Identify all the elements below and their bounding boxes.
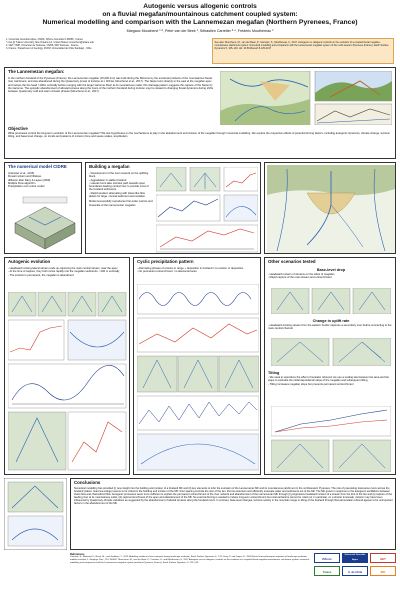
autogenic-bullet: - The incision is permanent, the megafan is abandoned <box>8 273 74 277</box>
other-scenarios-section <box>264 257 396 475</box>
isterre-logo: ISTerre <box>314 553 340 563</box>
ird-logo: IRD <box>370 566 396 576</box>
building-conclusion: Model successfully reproduces first-order metrics and timescale of the Lannemezan megafan <box>89 200 153 207</box>
baselevel-bullet: - Headward incision of streams on the sides of megafan <box>268 273 335 276</box>
affiliation-2: * now @ Tulane University New Orleans LA, United States mmouchen@tulane.edu <box>6 41 94 44</box>
cidre-model-figure <box>11 195 79 251</box>
tilting-block <box>268 370 394 386</box>
affiliation-4: 3. France / Department of Geology, FCFM, Universidad de Chile Santiago , Chile <box>6 47 92 50</box>
baselevel-title: Base-level drop <box>316 268 346 272</box>
lannemezan-section <box>4 67 396 159</box>
objective-text: What processes control the long-term evolution of the Lannemezan megafan? We test hypotheses on the mechanisms at play in the abandonment and incision of the megafan through numerical modelling. We explore the respective effects of potential forcing factors, including autogenic dynamics, climate change, tectonic tilting, and base level change, on trends and patterns of incision (time and space scales, amplitudes). <box>8 132 390 139</box>
authors: Margaux Mouchené ¹·², Peter van der Beek ¹, Sébastien Carretier ³·⁴, Frédéric Mouthereau ² <box>126 29 274 33</box>
conclusions-title: Conclusions <box>74 480 101 485</box>
building-bullet: - Development of the river network on the uplifting block <box>89 172 149 179</box>
uplift-figure <box>271 338 391 366</box>
building-bullets <box>89 172 153 207</box>
other-title: Other scenarios tested <box>268 259 316 264</box>
affiliation-3: 2. GET, OMP, Université de Toulouse, CNRS, IRD Toulouse , France <box>6 44 79 47</box>
baselevel-block <box>268 267 394 280</box>
building-section <box>85 162 261 254</box>
tilting-bullet: - We seek to reproduce the effect of isostatic rebound: we use a scaling law between fan area and fan slope to estimate the initial depositional slope of the megafan and subsequent tilting <box>268 376 390 383</box>
autogenic-bullet: - At the time of capture, they both incise rapidly into the megafan sediments, >100 m vertically <box>8 270 120 274</box>
baselevel-figure <box>271 288 391 314</box>
cidre-line: (Carretier et al., 2015) <box>8 172 35 175</box>
lannemezan-text: In the northern foreland of the Pyrenees (France), the Lannemezan megafan (15,000 km²) was built during the Miocene by the erosional products of the mountainous Neste river catchment, and was abandoned during the Quaternary (onset of incision at ≥ 300 ka, Mouchené et al., 2017). The Neste turns sharply to the east at the megafan apex and incises the fan head >100m vertically before merging with the larger Garonne River at its mountainous outlet; this drainage pattern suggests the capture of the Neste by the Garonne. The episodic abandonment of alluvial terraces along the rivers of the northern foreland during incision may be related to changing fluvial dynamics during shifts between Quaternary cold and warm climatic phases (Mouchené et al., 2017). <box>8 77 214 94</box>
poster-title-line2: on a fluvial megafan/mountainous catchment coupled system: <box>102 11 298 18</box>
objective-title: Objective <box>8 126 28 131</box>
cidre-text <box>8 172 82 188</box>
references-section <box>70 553 310 593</box>
affiliations <box>6 38 206 50</box>
references-title: References <box>70 553 85 556</box>
tilting-title: Tilting <box>268 371 280 375</box>
building-bullet: - Aggradation in stable foreland <box>89 178 127 182</box>
uplift-block <box>268 318 394 331</box>
building-bullet: - Lateral rivers take shortest path towards open boundaries leading central river to provide most of the foreland sediments <box>89 181 149 192</box>
megafan-map-box <box>264 162 396 254</box>
cidre-line: diffusion after Davy & Lague (2009) <box>8 178 51 182</box>
uplift-bullet: - Headward-incising stream from the eastern border captures a secondary river before connecting to the main central channel <box>268 324 392 331</box>
cyclic-figures <box>137 284 259 472</box>
conclusions-section <box>70 478 396 550</box>
cidre-line: Multiple Flow algorithm <box>8 181 36 185</box>
building-bullet: - Rapid avulsion alternating with sheet-like flow allows for large, conical sediment accumulation <box>89 191 146 199</box>
uga-logo: Université Grenoble Alpes <box>342 553 368 563</box>
autogenic-section <box>4 257 130 475</box>
autogenic-figures <box>8 292 128 472</box>
tilting-bullet: - Tilting increases megafan slope but prevents permanent entrenchment <box>268 382 354 386</box>
cidre-line: Fluvial incision and hillslope <box>8 175 42 179</box>
autogenic-bullets <box>8 267 128 277</box>
baselevel-bullet: - Rapid capture of the main stream and entrenchment <box>268 276 332 280</box>
tulane-logo: Tulane <box>314 566 340 576</box>
conclusion-sketch-figure <box>4 478 67 550</box>
cidre-section <box>4 162 82 254</box>
poster-title-line3: Numerical modelling and comparison with the Lannemezan megafan (Northern Pyrenees, France) <box>42 19 358 26</box>
cyclic-section <box>133 257 261 475</box>
building-figures <box>156 167 258 253</box>
building-title: Building a megafan <box>89 164 130 169</box>
tilting-figure <box>271 406 391 472</box>
cidre-title: The numerical model CIDRE <box>8 164 67 169</box>
cyclic-bullets <box>137 267 259 274</box>
affiliation-1: 1. Université Grenoble Alpes, CNRS, ISTerre Grenoble F-38058 , France <box>6 38 83 41</box>
autogenic-bullet: - Headward incising lateral stream ends up capturing the main central stream, near the apex <box>8 267 118 270</box>
get-logo: GET <box>370 553 396 563</box>
cyclic-bullet: - Alternating phases of erosion in range + deposition in foreland / no erosion or deposition <box>137 267 244 270</box>
cidre-line: Precipitation over entire model <box>8 185 45 189</box>
references-text: Carretier, S., Martinod, P., Reich, M., and Godderis, Y., 2015 Modelling sediment clasts transport during landscape evolution, Earth Surface Dynamics 4, 1-15. Davy, P. and Lague, D., 2009 Fluvial erosion/transport equation of landscape evolution models revisited, J. Geophys. Res., 114, F03007. Mouchené, M., van der Beek, P., Carretier, S., and Mouthereau, F., 2017 Autogenic versus allogenic controls on the evolution of a coupled fluvial megafan-mountainous catchment system: numerical modelling and comparison with the Lannemezan megafan system (northern Pyrenees, France), Earth Surface Dynamics 5, 125–143. <box>70 556 310 564</box>
uplift-title: Change in uplift rate <box>312 319 350 323</box>
autogenic-title: Autogenic evolution <box>8 259 51 264</box>
lannemezan-title: The Lannemezan megafan: <box>8 69 65 74</box>
conclusions-text: Numerical modelling has provided (i) new insight into the building and incision of a foreland MF and (ii) key elements to infer the evolution of the Lannemezan MF and its mountainous catchment in the northwestern Pyrenees. The role of preexisting transverse rivers across the foreland (Adour, Garonne-Ariège) seems to be critical in the building and incision of the MF: their spacing controls the size of the fan, limit its extension and efficiently evacuate water and sediments out of the MF. The MF grows in response to the autogenic oscillations between sheet-flow and channelized flow. Autogenic processes seem to be sufficient to explain the permanent entrenchment of the river network and abandonment of the Lannemezan MF through (i) progressive headward incision of a stream from the foot of the fan and (ii) capture of the feeding river at its mountainous outlet, (iii) rapid entrenchment of the apex and abandonment of the MF. No external forcing is needed to induce long-term entrenchment but external factors cannot be ruled out. In particular, on a shorter timescale, incision may have been influenced by Quaternary climatic variations as suggested by the abandonment of alluvial terraces along the foreland rivers. In contrast, base-level changes, tectonic activity in the mountain range or tilting of the foreland through flexural isostatic rebound appear to be unimportant factors in the abandonment of the MF. <box>74 487 393 506</box>
cyclic-bullet: - No permanent entrenchment, no alluvial terraces <box>137 270 197 274</box>
chile-logo: U. de Chile <box>342 566 368 576</box>
lannemezan-map-figure <box>220 71 392 125</box>
see-also-box: See also: Mouchené, M., van der Beek, P., Carretier, S., Mouthereau, F., 2017. Autogenic vs. allogenic controls on the evolution of a coupled fluvial megafan-mountainous catchment system: Numerical modelling and comparison with the Lannemezan megafan system of the north-western Pyrenees (France). Earth Surface Dynamics 5, 125–143. doi: 10.5194/esurf-5-125-2017 <box>212 38 394 64</box>
objective-block <box>8 126 393 139</box>
logos-strip <box>314 553 396 591</box>
poster-title-line1: Autogenic versus allogenic controls <box>143 3 257 10</box>
megafan-map-figure <box>267 165 395 253</box>
cyclic-title: Cyclic precipitation pattern <box>137 259 194 264</box>
